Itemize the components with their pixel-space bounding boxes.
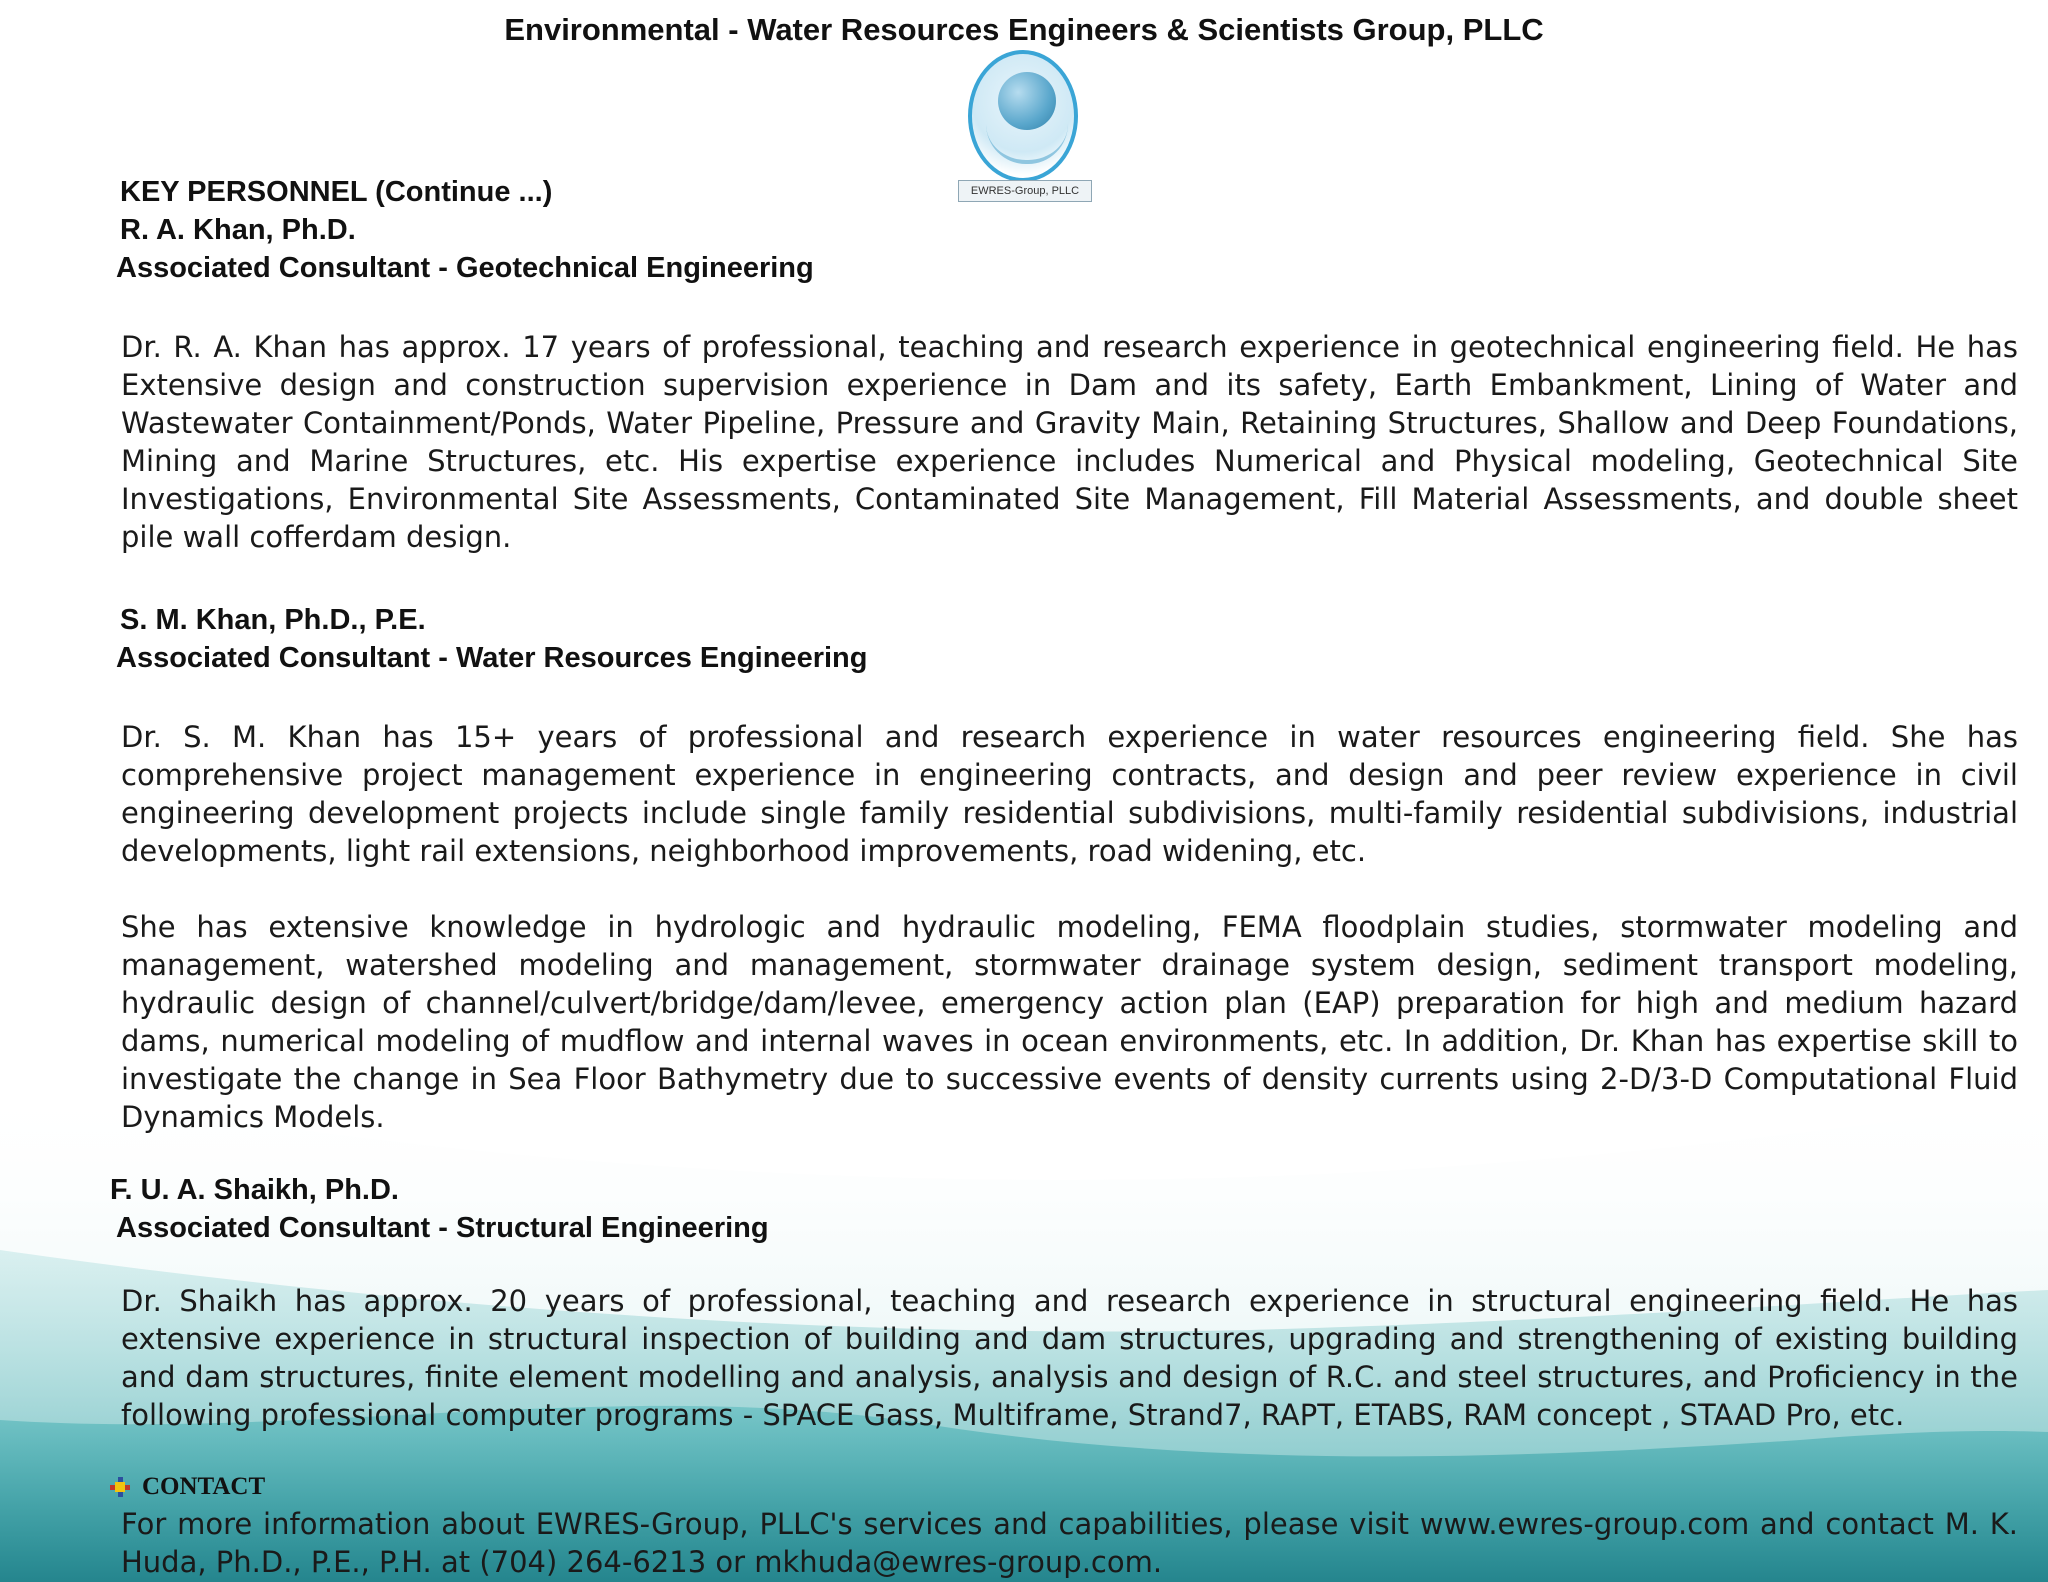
person-bio-paragraph: Dr. Shaikh has approx. 20 years of professional, teaching and research experience in structural engineering field. He has extensive experience in structural inspection of building and dam structures, upgrading and strengthening of existing building and dam structures, finite element modelling and analysis, analysis and design of R.C. and steel structures, and Proficiency in the following professional computer programs - SPACE Gass, Multiframe, Strand7, RAPT, ETABS, RAM concept , STAAD Pro, etc. (121, 1284, 2018, 1432)
person-role: Associated Consultant - Geotechnical Engineering (116, 252, 814, 284)
person-bio-paragraph: Dr. R. A. Khan has approx. 17 years of professional, teaching and research experience in geotechnical engineering field. He has Extensive design and construction supervision experience in Dam and its safety, Earth Embankment, Lining of Water and Wastewater Containment/Ponds, Water Pipeline, Pressure and Gravity Main, Retaining Structures, Shallow and Deep Foundations, Mining and Marine Structures, etc. His expertise experience includes Numerical and Physical modeling, Geotechnical Site Investigations, Environmental Site Assessments, Contaminated Site Management, Fill Material Assessments, and double sheet pile wall cofferdam design. (121, 330, 2018, 554)
contact-heading (110, 1470, 265, 1504)
person-role: Associated Consultant - Water Resources Engineering (116, 642, 868, 674)
colored-cross-bullet-icon (110, 1477, 130, 1497)
person-name: F. U. A. Shaikh, Ph.D. (110, 1174, 399, 1206)
person-bio-paragraph: Dr. S. M. Khan has 15+ years of professional and research experience in water resources engineering field. She has comprehensive project management experience in engineering contracts, and design and peer review experience in civil engineering development projects include single family residential subdivisions, multi-family residential subdivisions, industrial developments, light rail extensions, neighborhood improvements, road widening, etc. (121, 720, 2018, 868)
person-role: Associated Consultant - Structural Engineering (116, 1212, 769, 1244)
globe-hands-logo-icon (968, 50, 1078, 182)
company-logo (958, 48, 1092, 206)
person-name: S. M. Khan, Ph.D., P.E. (120, 604, 426, 636)
person-name: R. A. Khan, Ph.D. (120, 214, 356, 246)
contact-label: CONTACT (142, 1473, 266, 1500)
company-title: Environmental - Water Resources Engineers & Scientists Group, PLLC (504, 12, 1544, 47)
contact-text: For more information about EWRES-Group, PLLC's services and capabilities, please visit www.ewres-group.com and contact M. K. Huda, Ph.D., P.E., P.H. at (704) 264-6213 or mkhuda@ewres-group.com. (121, 1507, 2018, 1579)
hands-icon (986, 124, 1068, 164)
logo-label: EWRES-Group, PLLC (958, 180, 1092, 202)
person-bio-paragraph: She has extensive knowledge in hydrologic and hydraulic modeling, FEMA floodplain studies, stormwater modeling and management, watershed modeling and management, stormwater drainage system design, sediment transport modeling, hydraulic design of channel/culvert/bridge/dam/levee, emergency action plan (EAP) preparation for high and medium hazard dams, numerical modeling of mudflow and internal waves in ocean environments, etc. In addition, Dr. Khan has expertise skill to investigate the change in Sea Floor Bathymetry due to successive events of density currents using 2-D/3-D Computational Fluid Dynamics Models. (121, 910, 2018, 1134)
globe-icon (998, 72, 1056, 130)
section-heading: KEY PERSONNEL (Continue ...) (120, 176, 553, 208)
